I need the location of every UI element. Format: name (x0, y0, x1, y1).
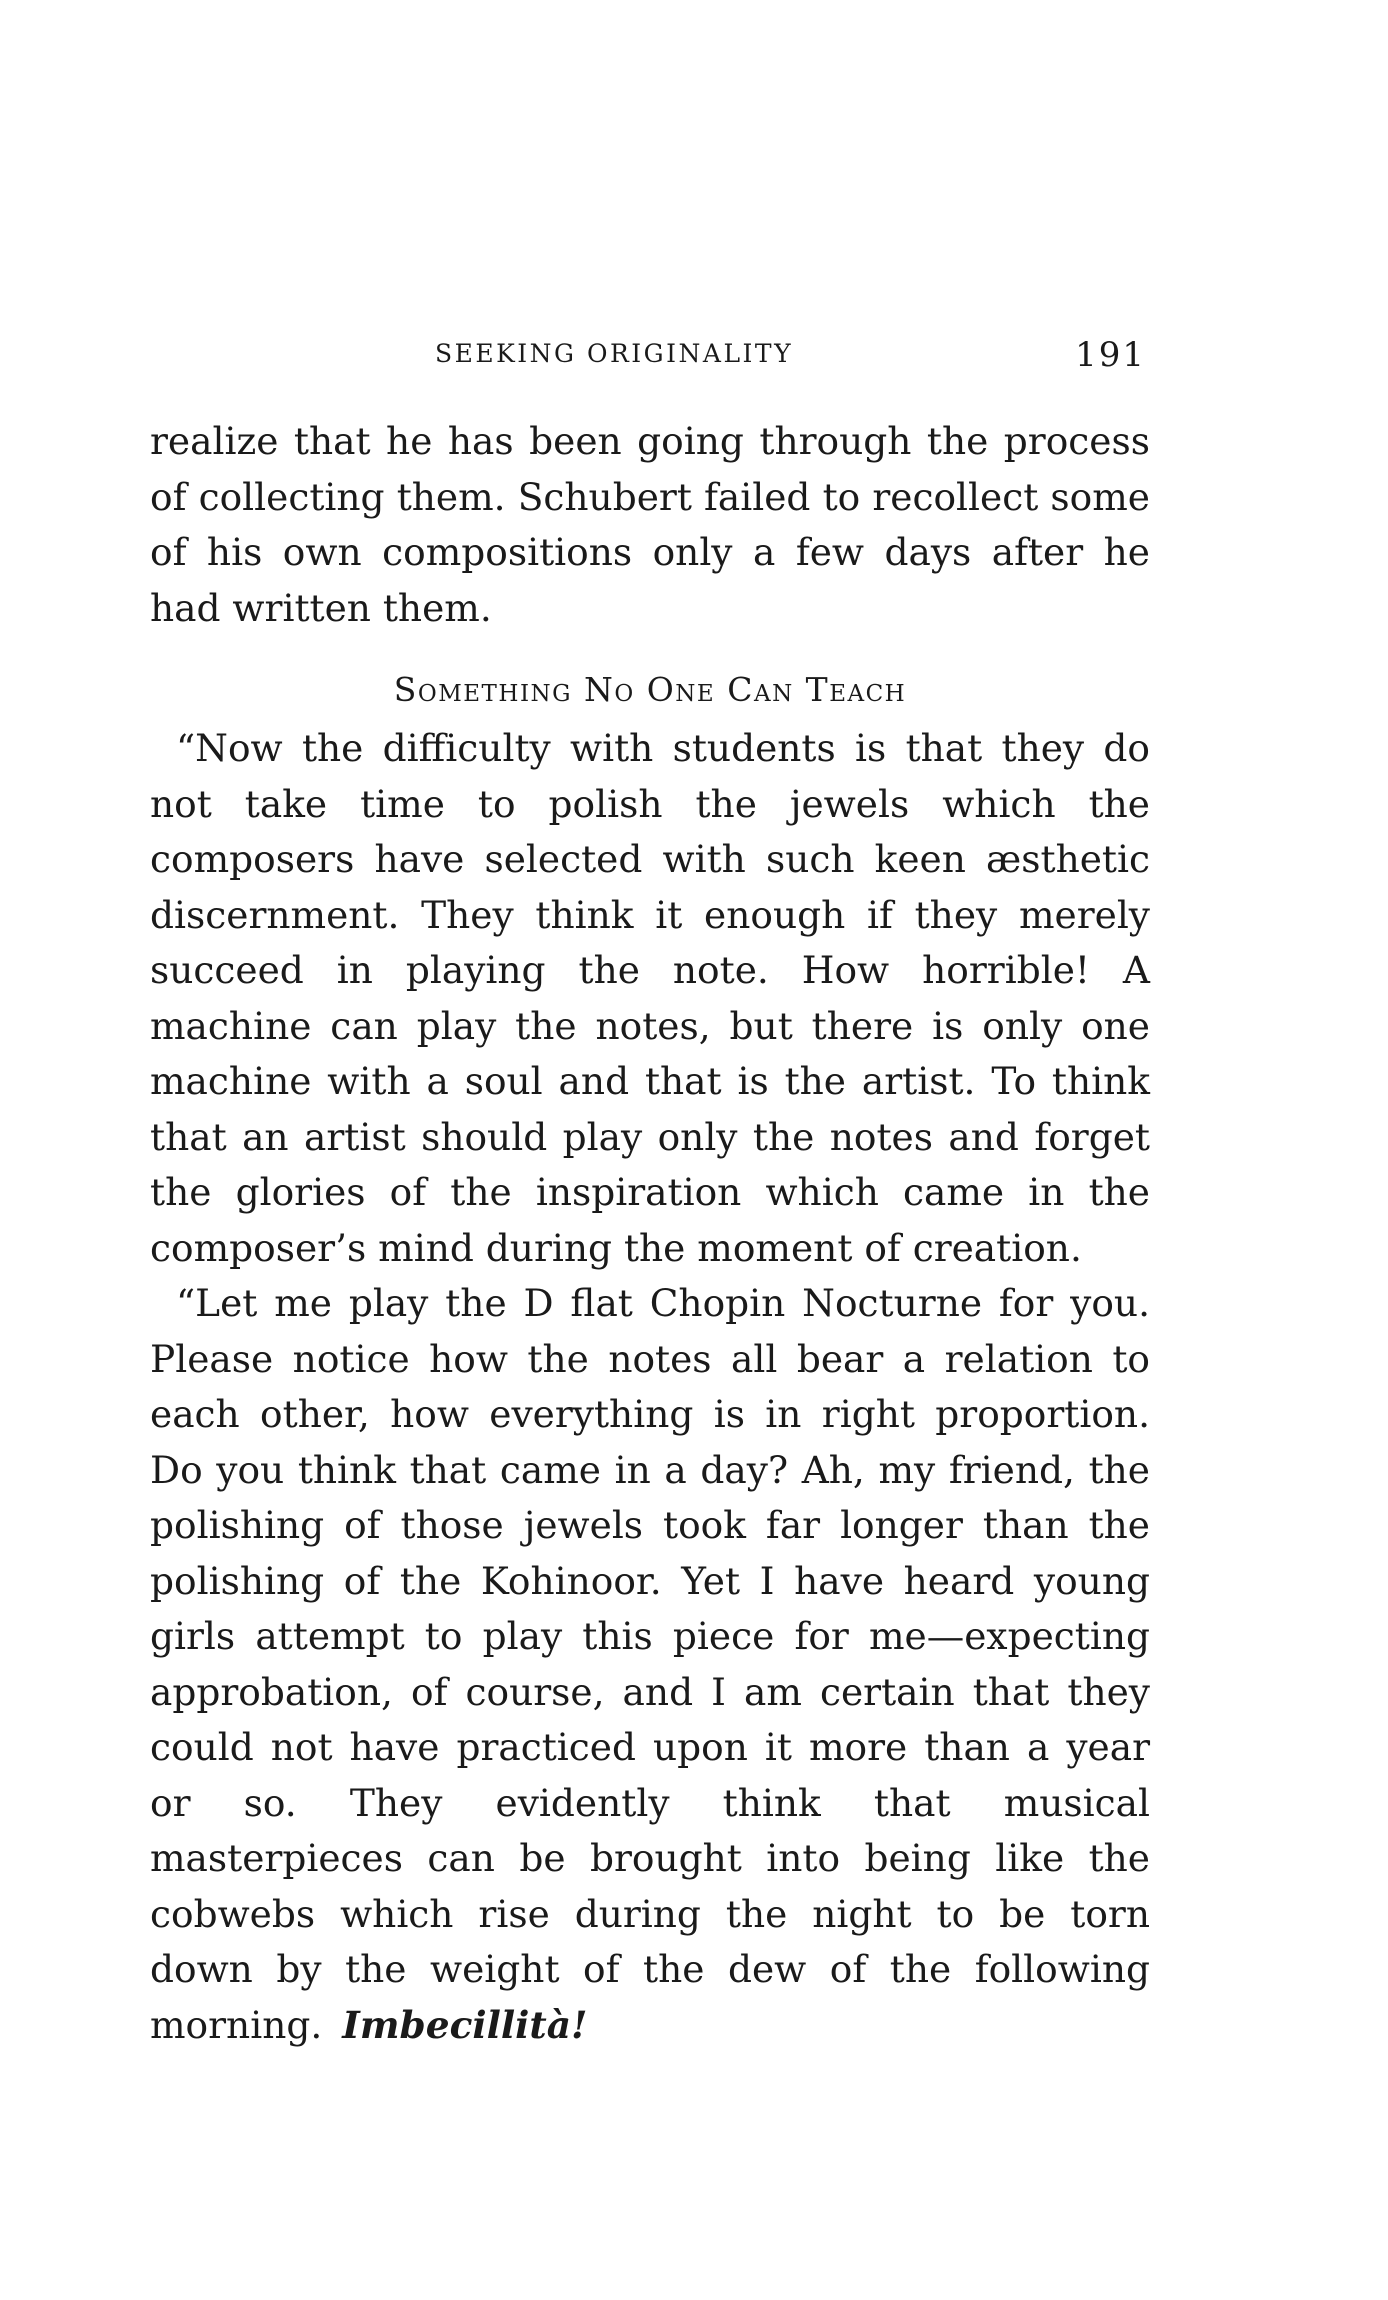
section-heading: Something No One Can Teach (393, 670, 907, 709)
running-title: SEEKING ORIGINALITY (435, 339, 794, 368)
paragraph-continued: realize that he has been going through the process of collecting them. Schubert failed to recollect some of his own compositions only a few days after he had written them. (150, 419, 1150, 630)
running-head (150, 335, 1150, 385)
closing-emphasis: Imbecillità! (342, 2002, 588, 2047)
paragraph-chopin-text: “Let me play the D flat Chopin Nocturne for you. Please notice how the notes all bear a relation to each other, how everything is in right proportion. Do you think that came in a day? Ah, my friend, the polishing of those jewels took far longer than the polishing of the Kohinoor. Yet I have heard young girls attempt to play this piece for me—expecting approbation, of course, and I am certain that they could not have practiced upon it more than a year or so. They evidently think that musical masterpieces can be brought into being like the cobwebs which rise during the night to be torn down by the weight of the dew of the following morning. (150, 1281, 1150, 2047)
paragraph-students: “Now the difficulty with students is that they do not take time to polish the jewels which the composers have selected with such keen æsthetic discernment. They think it enough if they merely succeed in playing the note. How horrible! A machine can play the notes, but there is only one machine with a soul and that is the artist. To think that an artist should play only the notes and forget the glories of the inspiration which came in the composer’s mind during the moment of creation. (150, 726, 1150, 1270)
page-number: 191 (1075, 335, 1146, 375)
body-text (150, 414, 1150, 2053)
paragraph-chopin (150, 1276, 1150, 2053)
